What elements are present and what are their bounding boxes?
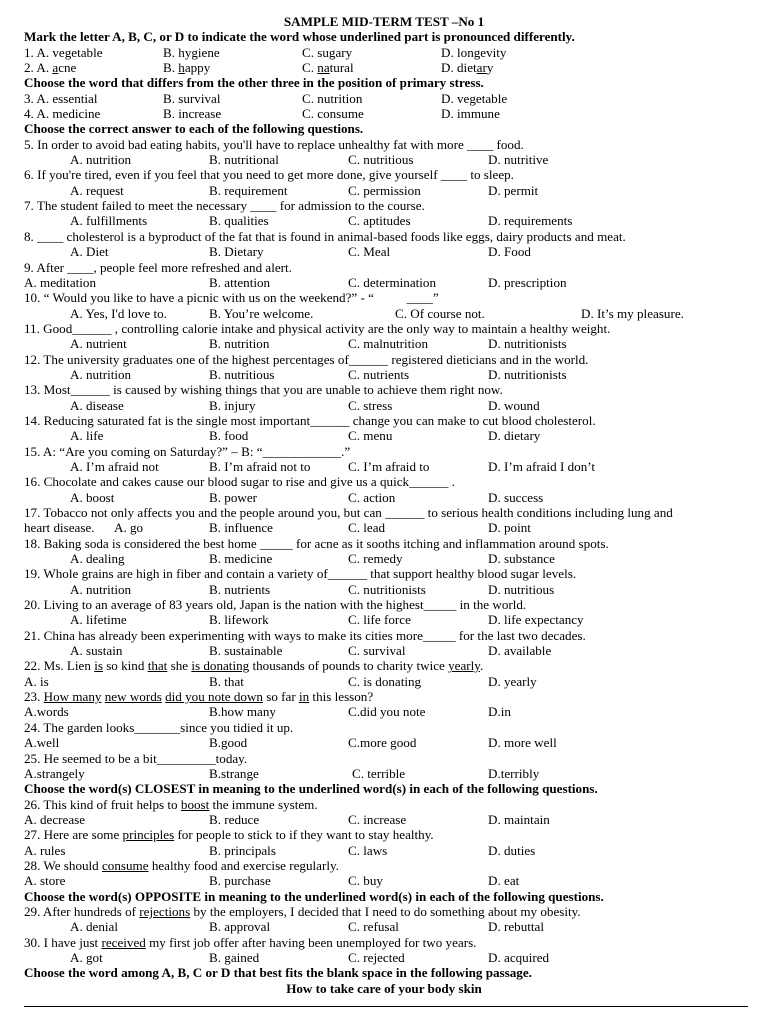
option-c: C. determination: [348, 274, 436, 290]
option-d: D. I’m afraid I don’t: [488, 458, 596, 474]
option-b: B. influence: [209, 520, 273, 536]
question-8-stem: 8. ____ cholesterol is a byproduct of the fat that is found in animal-based foods like eggs, dairy products and meat.: [24, 228, 626, 244]
option-c: C. nutritious: [348, 152, 414, 168]
option-c: C. lead: [348, 520, 386, 536]
option-a: A. nutrition: [70, 581, 132, 597]
question-13-stem: 13. Most______ is caused by wishing things that you are unable to achieve them right now.: [24, 382, 503, 398]
question-14-options: [0, 428, 768, 443]
question-23-options: [0, 704, 768, 719]
option-a: A. request: [70, 182, 124, 198]
option-c: C. malnutrition: [348, 336, 429, 352]
option-c: C. I’m afraid to: [348, 458, 430, 474]
option-d: D. nutritionists: [488, 366, 567, 382]
option-b: B. injury: [209, 397, 256, 413]
question-29-options: [0, 919, 768, 934]
option-b: B. gained: [209, 949, 260, 965]
passage-title: How to take care of your body skin: [286, 980, 482, 996]
option-c: C. consume: [302, 106, 364, 122]
option-d: D. point: [488, 520, 531, 536]
option-c: C. life force: [348, 612, 411, 628]
question-19-stem: 19. Whole grains are high in fiber and contain a variety of______ that support healthy blood sugar levels.: [24, 566, 577, 582]
option-d: D. prescription: [488, 274, 567, 290]
option-a: A. boost: [70, 489, 115, 505]
question-22-stem: 22. Ms. Lien is so kind that she is donating thousands of pounds to charity twice yearly.: [24, 658, 484, 674]
question-18-options: [0, 551, 768, 566]
section-passage-instruction: Choose the word among A, B, C or D that best fits the blank space in the following passage.: [24, 965, 532, 981]
option-d: D. available: [488, 643, 552, 659]
option-d: D. permit: [488, 182, 539, 198]
question-30-stem: 30. I have just received my first job offer after having been unemployed for two years.: [24, 934, 477, 950]
option-a: A. decrease: [24, 811, 86, 827]
option-d: D. duties: [488, 842, 536, 858]
option-d: D. immune: [441, 106, 500, 122]
option-d: D. Food: [488, 244, 531, 260]
option-b: B. lifework: [209, 612, 269, 628]
option-c: C. buy: [348, 873, 383, 889]
question-17-stem: 17. Tobacco not only affects you and the people around you, but can ______ to serious health conditions including lung and: [24, 505, 673, 520]
option-b: B. nutritional: [209, 152, 279, 168]
option-c: C. nutrition: [302, 90, 363, 106]
option-a: A. nutrition: [70, 152, 132, 168]
option-c: C. stress: [348, 397, 393, 413]
question-19-options: [0, 582, 768, 597]
option-d: D.terribly: [488, 765, 540, 781]
option-b: B. attention: [209, 274, 271, 290]
question-8-options: [0, 244, 768, 259]
option-b: B. approval: [209, 919, 271, 935]
question-17-options: [0, 520, 768, 535]
question-21-options: [0, 643, 768, 658]
option-c: C. action: [348, 489, 396, 505]
option-a: A. Yes, I'd love to.: [70, 305, 167, 321]
option-a: A. life: [70, 428, 104, 444]
option-b: B. hygiene: [163, 44, 220, 60]
section-correct-answer-instruction: Choose the correct answer to each of the following questions.: [24, 121, 364, 137]
option-b: B. increase: [163, 106, 222, 122]
option-d: D. dietary: [441, 60, 494, 76]
option-d: D. yearly: [488, 673, 537, 689]
option-c: C. increase: [348, 811, 407, 827]
option-c: C. sugary: [302, 44, 353, 60]
option-d: D. nutritive: [488, 152, 549, 168]
option-b: B. happy: [163, 60, 211, 76]
option-b: B. nutrients: [209, 581, 271, 597]
option-a: A.well: [24, 735, 60, 751]
option-c: C. aptitudes: [348, 213, 411, 229]
option-b: B.strange: [209, 765, 259, 781]
question-4: [0, 106, 768, 121]
option-b: B. requirement: [209, 182, 288, 198]
test-title: SAMPLE MID-TERM TEST –No 1: [283, 14, 485, 29]
option-b: B. Dietary: [209, 244, 264, 260]
section-stress-instruction: Choose the word that differs from the other three in the position of primary stress.: [24, 75, 484, 91]
option-b: B. food: [209, 428, 249, 444]
option-a: A.strangely: [24, 765, 85, 781]
option-d: D. nutritious: [488, 581, 555, 597]
section-closest-meaning-instruction: Choose the word(s) CLOSEST in meaning to the underlined word(s) in each of the following questions.: [24, 781, 598, 797]
question-1: [0, 45, 768, 60]
option-c: C. survival: [348, 643, 406, 659]
option-a: 2. A. acne: [24, 60, 77, 76]
question-10-stem: 10. “ Would you like to have a picnic with us on the weekend?” - “ ____”: [24, 290, 439, 306]
option-b: B. sustainable: [209, 643, 283, 659]
option-d: D. It’s my pleasure.: [581, 305, 684, 321]
option-d: D. substance: [488, 551, 555, 567]
option-b: B. qualities: [209, 213, 269, 229]
question-23-stem: 23. How many new words did you note down so far in this lesson?: [24, 689, 374, 705]
question-30-options: [0, 950, 768, 965]
option-b: B. medicine: [209, 551, 273, 567]
question-15-stem: 15. A: “Are you coming on Saturday?” – B: “____________.”: [24, 443, 351, 459]
option-a: A. store: [24, 873, 66, 889]
question-5-options: [0, 152, 768, 167]
question-27-stem: 27. Here are some principles for people to stick to if they want to stay healthy.: [24, 827, 434, 843]
question-9-stem: 9. After ____, people feel more refreshed and alert.: [24, 259, 292, 275]
option-a: A. is: [24, 673, 49, 689]
option-a: A. disease: [70, 397, 124, 413]
question-28-options: [0, 873, 768, 888]
option-a: A. got: [70, 949, 103, 965]
option-c: C.more good: [348, 735, 417, 751]
question-9-options: [0, 275, 768, 290]
option-a: 4. A. medicine: [24, 106, 101, 122]
option-d: D. more well: [488, 735, 557, 751]
question-22-options: [0, 674, 768, 689]
option-d: D. requirements: [488, 213, 573, 229]
option-c: C. refusal: [348, 919, 399, 935]
question-25-stem: 25. He seemed to be a bit_________today.: [24, 750, 248, 766]
question-28-stem: 28. We should consume healthy food and exercise regularly.: [24, 857, 339, 873]
question-12-stem: 12. The university graduates one of the highest percentages of______ registered dieticians and in the world.: [24, 351, 589, 367]
question-5-stem: 5. In order to avoid bad eating habits, you'll have to replace unhealthy fat with more ____ food.: [24, 136, 524, 152]
question-7-options: [0, 213, 768, 228]
question-14-stem: 14. Reducing saturated fat is the single most important______ change you can make to cut blood cholesterol.: [24, 412, 596, 428]
option-b: B. reduce: [209, 811, 260, 827]
option-a: A. lifetime: [70, 612, 127, 628]
option-c: C. is donating: [348, 673, 422, 689]
option-a: A. dealing: [70, 551, 125, 567]
option-b: B. purchase: [209, 873, 271, 889]
option-a: A. meditation: [24, 274, 97, 290]
option-c: C. permission: [348, 182, 421, 198]
question-26-options: [0, 812, 768, 827]
question-26-stem: 26. This kind of fruit helps to boost the immune system.: [24, 796, 318, 812]
option-c: C. nutritionists: [348, 581, 426, 597]
option-c: C. laws: [348, 842, 388, 858]
option-a: A. sustain: [70, 643, 123, 659]
question-24-options: [0, 735, 768, 750]
section-opposite-meaning-instruction: Choose the word(s) OPPOSITE in meaning to the underlined word(s) in each of the following questions.: [24, 888, 604, 904]
option-b: B. that: [209, 673, 244, 689]
question-20-options: [0, 612, 768, 627]
option-d: D. wound: [488, 397, 540, 413]
option-b: B. survival: [163, 90, 221, 106]
option-b: B. You’re welcome.: [209, 305, 314, 321]
option-d: D. success: [488, 489, 544, 505]
option-c: C. remedy: [348, 551, 403, 567]
question-16-stem: 16. Chocolate and cakes cause our blood sugar to rise and give us a quick______ .: [24, 474, 455, 490]
option-d: D. acquired: [488, 949, 550, 965]
option-d: D. dietary: [488, 428, 541, 444]
option-b: B. principals: [209, 842, 276, 858]
question-11-options: [0, 336, 768, 351]
option-a: A.words: [24, 704, 69, 720]
option-d: D. maintain: [488, 811, 550, 827]
option-d: D.in: [488, 704, 511, 720]
question-12-options: [0, 367, 768, 382]
option-d: D. vegetable: [441, 90, 508, 106]
question-6-options: [0, 183, 768, 198]
question-21-stem: 21. China has already been experimenting with ways to make its cities more_____ for the last two decades.: [24, 627, 586, 643]
option-c: C. rejected: [348, 949, 405, 965]
question-16-options: [0, 490, 768, 505]
option-a: A. go: [114, 520, 144, 536]
option-a: A. denial: [70, 919, 118, 935]
question-2: [0, 60, 768, 75]
option-d: D. life expectancy: [488, 612, 584, 628]
question-15-options: [0, 459, 768, 474]
option-d: D. eat: [488, 873, 520, 889]
option-b: B.good: [209, 735, 248, 751]
option-d: D. nutritionists: [488, 336, 567, 352]
option-a: 1. A. vegetable: [24, 44, 103, 60]
question-18-stem: 18. Baking soda is considered the best home _____ for acne as it sooths itching and inflammation around spots.: [24, 535, 609, 551]
option-c: C. Of course not.: [395, 305, 485, 321]
question-20-stem: 20. Living to an average of 83 years old, Japan is the nation with the highest_____ in the world.: [24, 597, 527, 613]
option-a: A. rules: [24, 842, 66, 858]
option-c: C. terrible: [352, 765, 406, 781]
option-a: A. I’m afraid not: [70, 458, 159, 474]
question-6-stem: 6. If you're tired, even if you feel that you need to get more done, give yourself ____ to sleep.: [24, 167, 514, 183]
option-d: D. longevity: [441, 44, 507, 60]
option-c: C. Meal: [348, 244, 391, 260]
option-a: A. Diet: [70, 244, 109, 260]
option-c: C. natural: [302, 60, 354, 76]
option-a: A. nutrition: [70, 366, 132, 382]
test-page: [0, 14, 768, 996]
horizontal-divider: [24, 1006, 748, 1007]
question-13-options: [0, 398, 768, 413]
question-7-stem: 7. The student failed to meet the necessary ____ for admission to the course.: [24, 198, 425, 214]
option-b: B.how many: [209, 704, 276, 720]
question-3: [0, 91, 768, 106]
option-b: B. I’m afraid not to: [209, 458, 311, 474]
question-10-options: [0, 306, 768, 321]
option-a: A. nutrient: [70, 336, 127, 352]
option-b: B. nutrition: [209, 336, 270, 352]
option-a: 3. A. essential: [24, 90, 98, 106]
option-a: A. fulfillments: [70, 213, 148, 229]
question-17-stem-continued: heart disease.: [24, 520, 95, 536]
option-b: B. power: [209, 489, 258, 505]
question-11-stem: 11. Good______ , controlling calorie intake and physical activity are the only way to maintain a healthy weight.: [24, 320, 611, 336]
section-pronunciation-instruction: Mark the letter A, B, C, or D to indicate the word whose underlined part is pronounced differently.: [24, 29, 575, 45]
option-d: D. rebuttal: [488, 919, 544, 935]
option-c: C. nutrients: [348, 366, 410, 382]
question-27-options: [0, 843, 768, 858]
question-24-stem: 24. The garden looks_______since you tidied it up.: [24, 719, 294, 735]
option-c: C. menu: [348, 428, 393, 444]
option-b: B. nutritious: [209, 366, 275, 382]
option-c: C.did you note: [348, 704, 426, 720]
question-29-stem: 29. After hundreds of rejections by the employers, I decided that I need to do something about my obesity.: [24, 903, 581, 919]
question-25-options: [0, 766, 768, 781]
